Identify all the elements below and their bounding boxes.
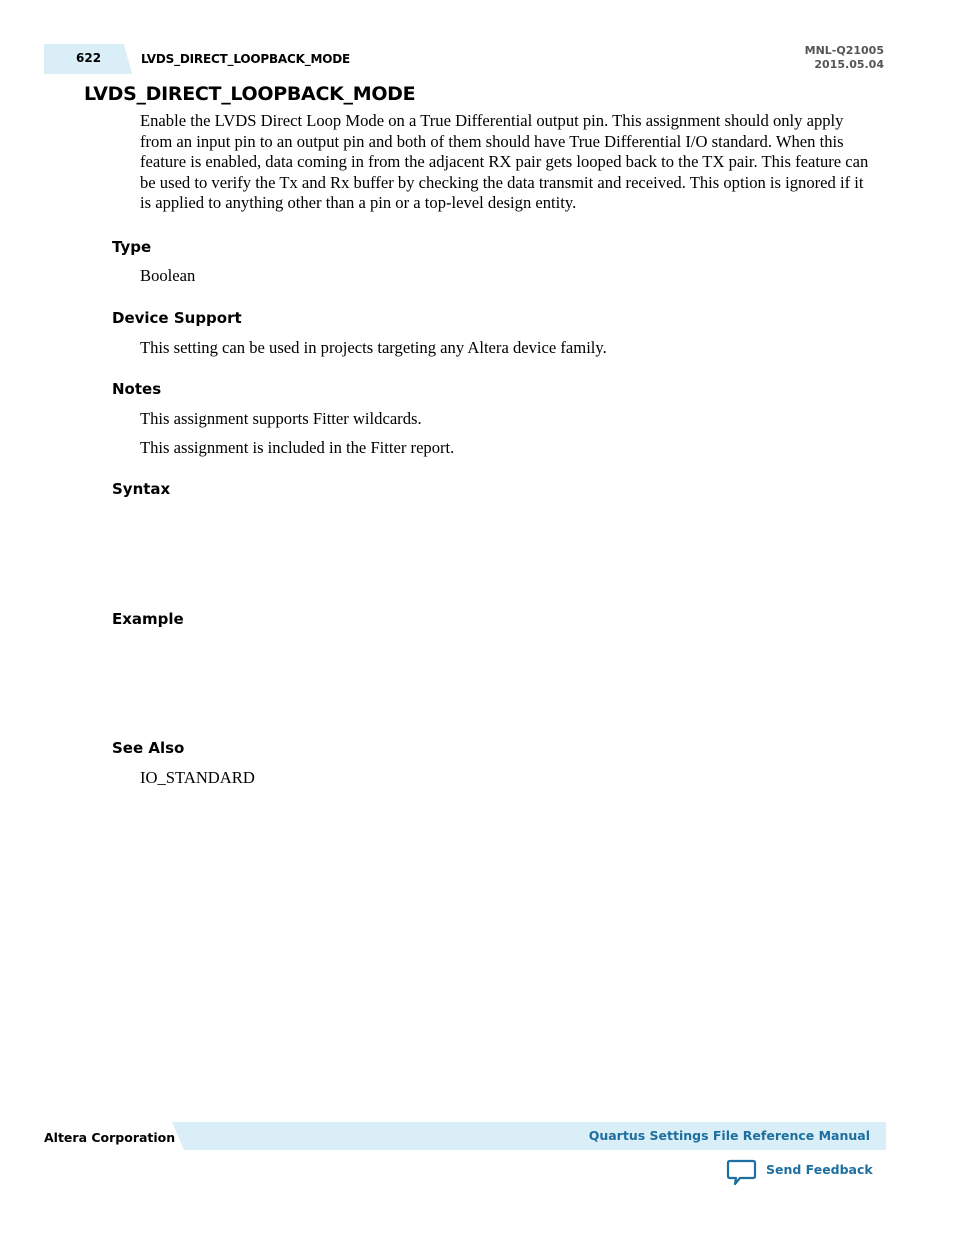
type-heading: Type bbox=[112, 238, 152, 256]
running-title: LVDS_DIRECT_LOOPBACK_MODE bbox=[141, 52, 350, 66]
speech-bubble-icon bbox=[726, 1158, 758, 1193]
page-number: 622 bbox=[76, 51, 102, 65]
document-date: 2015.05.04 bbox=[814, 58, 884, 71]
see-also-heading: See Also bbox=[112, 739, 185, 757]
type-value: Boolean bbox=[140, 266, 196, 285]
notes-line-report: This assignment is included in the Fitter report. bbox=[140, 438, 455, 457]
example-heading: Example bbox=[112, 610, 184, 628]
device-support-heading: Device Support bbox=[112, 309, 242, 327]
page-title: LVDS_DIRECT_LOOPBACK_MODE bbox=[84, 83, 416, 105]
device-support-text: This setting can be used in projects targeting any Altera device family. bbox=[140, 338, 607, 357]
send-feedback-link[interactable] bbox=[726, 1158, 873, 1188]
send-feedback-label: Send Feedback bbox=[766, 1162, 873, 1177]
see-also-link[interactable]: IO_STANDARD bbox=[140, 768, 255, 787]
notes-line-wildcards: This assignment supports Fitter wildcards. bbox=[140, 409, 422, 428]
footer-manual-title[interactable]: Quartus Settings File Reference Manual bbox=[588, 1128, 870, 1143]
document-id: MNL-Q21005 bbox=[804, 44, 884, 57]
intro-paragraph: Enable the LVDS Direct Loop Mode on a True Differential output pin. This assignment should only apply from an input pin to an output pin and both of them should have True Differential I/O standard. When this feature is enabled, data coming in from the adjacent RX pair gets looped back to the TX pair. This feature can be used to verify the Tx and Rx buffer by checking the data transmit and received. This option is ignored if it is applied to anything other than a pin or a top-level design entity. bbox=[140, 111, 869, 213]
footer-company: Altera Corporation bbox=[44, 1130, 176, 1145]
syntax-heading: Syntax bbox=[112, 480, 171, 498]
notes-heading: Notes bbox=[112, 380, 162, 398]
